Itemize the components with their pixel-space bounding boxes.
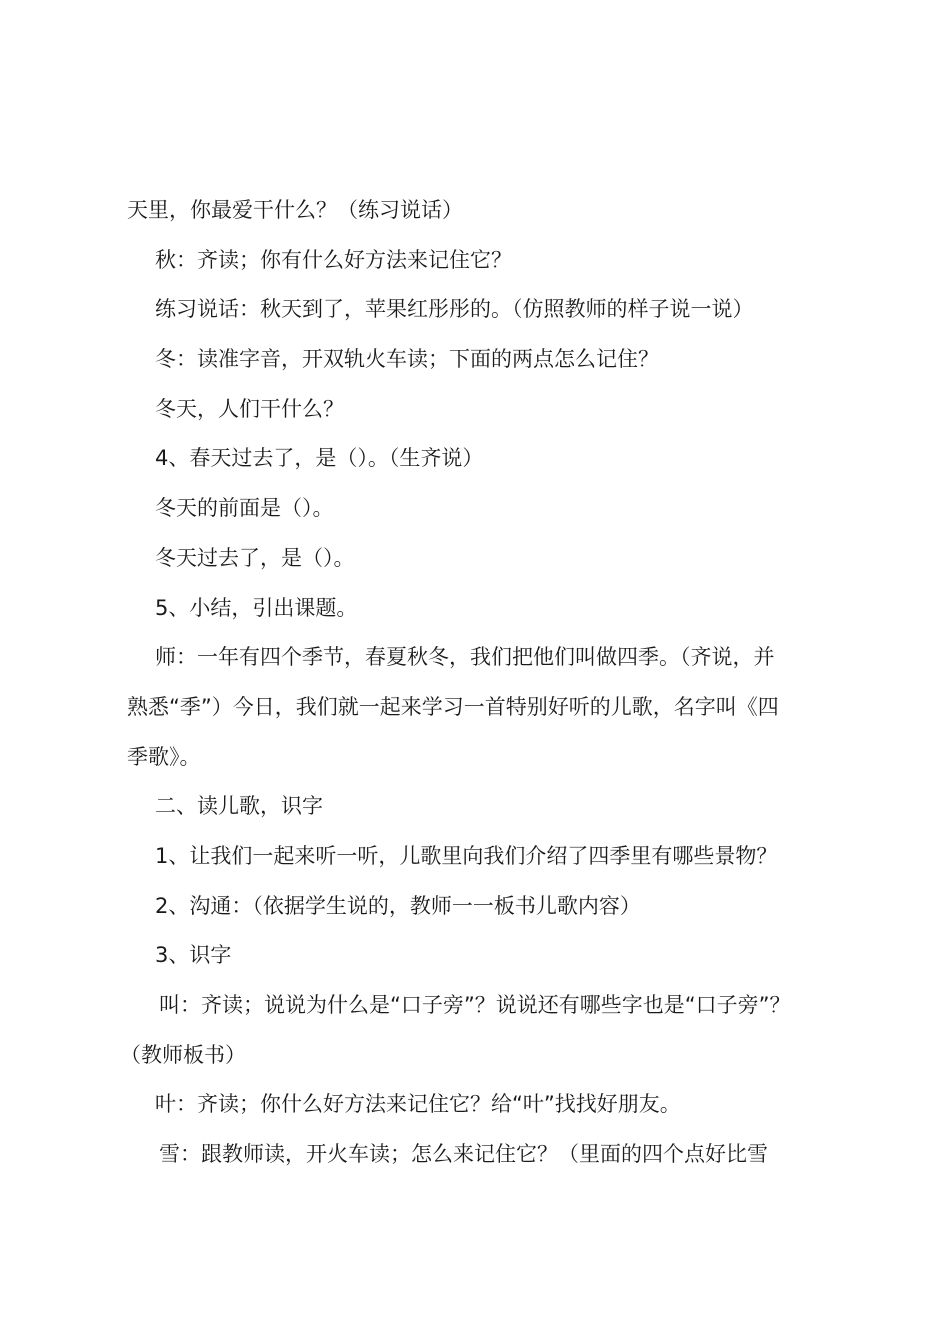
text-line: 5、小结，引出课题。 (155, 595, 358, 620)
text-line: 练习说话：秋天到了，苹果红彤彤的。（仿照教师的样子说一说） (155, 297, 754, 322)
text-line: 秋：齐读；你有什么好方法来记住它？ (155, 247, 512, 272)
text-line: 冬天的前面是（）。 (155, 496, 334, 521)
text-line: 季歌》。 (127, 744, 201, 769)
document-body (120, 186, 837, 1180)
text-line: 冬天，人们干什么？ (155, 396, 344, 421)
text-line: 熟悉“季”）今日，我们就一起来学习一首特别好听的儿歌，名字叫《四 (127, 694, 779, 719)
text-line: 4、春天过去了，是（）。（生齐说） (155, 446, 484, 471)
text-line: 天里，你最爱干什么？（练习说话） (127, 198, 463, 222)
text-line: 2、沟通：（依据学生说的，教师一一板书儿歌内容） (155, 893, 641, 918)
text-line: 冬天过去了，是（）。 (155, 545, 355, 570)
text-line: 1、让我们一起来听一听，儿歌里向我们介绍了四季里有哪些景物？ (155, 843, 778, 868)
text-line: （教师板书） (120, 1042, 246, 1067)
text-line: 冬：读准字音，开双轨火车读；下面的两点怎么记住？ (155, 347, 659, 372)
text-line: 3、识字 (155, 943, 232, 968)
text-line: 叶：齐读；你什么好方法来记住它？给“叶”找找好朋友。 (155, 1092, 681, 1117)
text-line: 师：一年有四个季节，春夏秋冬，我们把他们叫做四季。（齐说，并 (155, 645, 775, 670)
text-line: 叫：齐读；说说为什么是“口子旁”？说说还有哪些字也是“口子旁”？ (159, 993, 791, 1017)
text-line: 雪：跟教师读，开火车读；怎么来记住它？（里面的四个点好比雪 (159, 1142, 768, 1167)
text-line: 二、读儿歌，识字 (155, 794, 323, 819)
